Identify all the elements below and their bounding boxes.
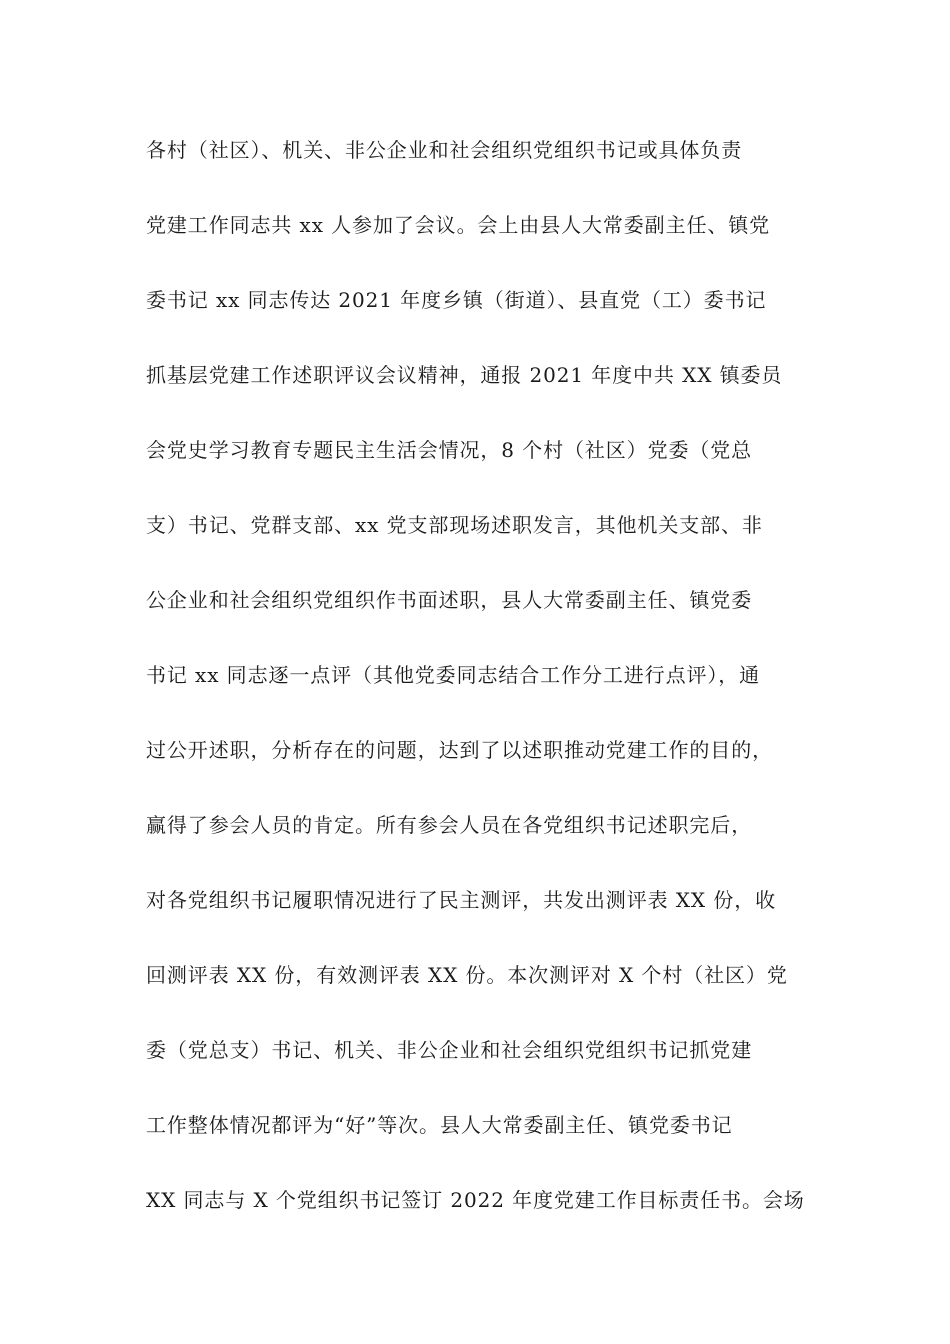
text-line-4: 抓基层党建工作述职评议会议精神，通报 2021 年度中共 XX 镇委员 (146, 363, 783, 387)
text-line-5: 会党史学习教育专题民主生活会情况，8 个村（社区）党委（党总 (146, 438, 753, 462)
text-line-14: 工作整体情况都评为“好”等次。县人大常委副主任、镇党委书记 (146, 1113, 733, 1137)
text-line-9: 过公开述职，分析存在的问题，达到了以述职推动党建工作的目的， (146, 738, 773, 762)
text-line-11: 对各党组织书记履职情况进行了民主测评，共发出测评表 XX 份，收 (146, 888, 776, 912)
text-line-12: 回测评表 XX 份，有效测评表 XX 份。本次测评对 X 个村（社区）党 (146, 963, 788, 987)
text-line-8: 书记 xx 同志逐一点评（其他党委同志结合工作分工进行点评），通 (146, 663, 761, 687)
text-line-10: 赢得了参会人员的肯定。所有参会人员在各党组织书记述职完后， (146, 813, 753, 837)
text-line-1: 各村（社区）、机关、非公企业和社会组织党组织书记或具体负责 (146, 138, 743, 162)
text-line-6: 支）书记、党群支部、xx 党支部现场述职发言，其他机关支部、非 (146, 513, 763, 537)
text-line-2: 党建工作同志共 xx 人参加了会议。会上由县人大常委副主任、镇党 (146, 213, 771, 237)
text-line-15: XX 同志与 X 个党组织书记签订 2022 年度党建工作目标责任书。会场 (146, 1188, 805, 1212)
text-line-13: 委（党总支）书记、机关、非公企业和社会组织党组织书记抓党建 (146, 1038, 753, 1062)
text-line-3: 委书记 xx 同志传达 2021 年度乡镇（街道）、县直党（工）委书记 (146, 288, 767, 312)
text-line-7: 公企业和社会组织党组织作书面述职，县人大常委副主任、镇党委 (146, 588, 753, 612)
